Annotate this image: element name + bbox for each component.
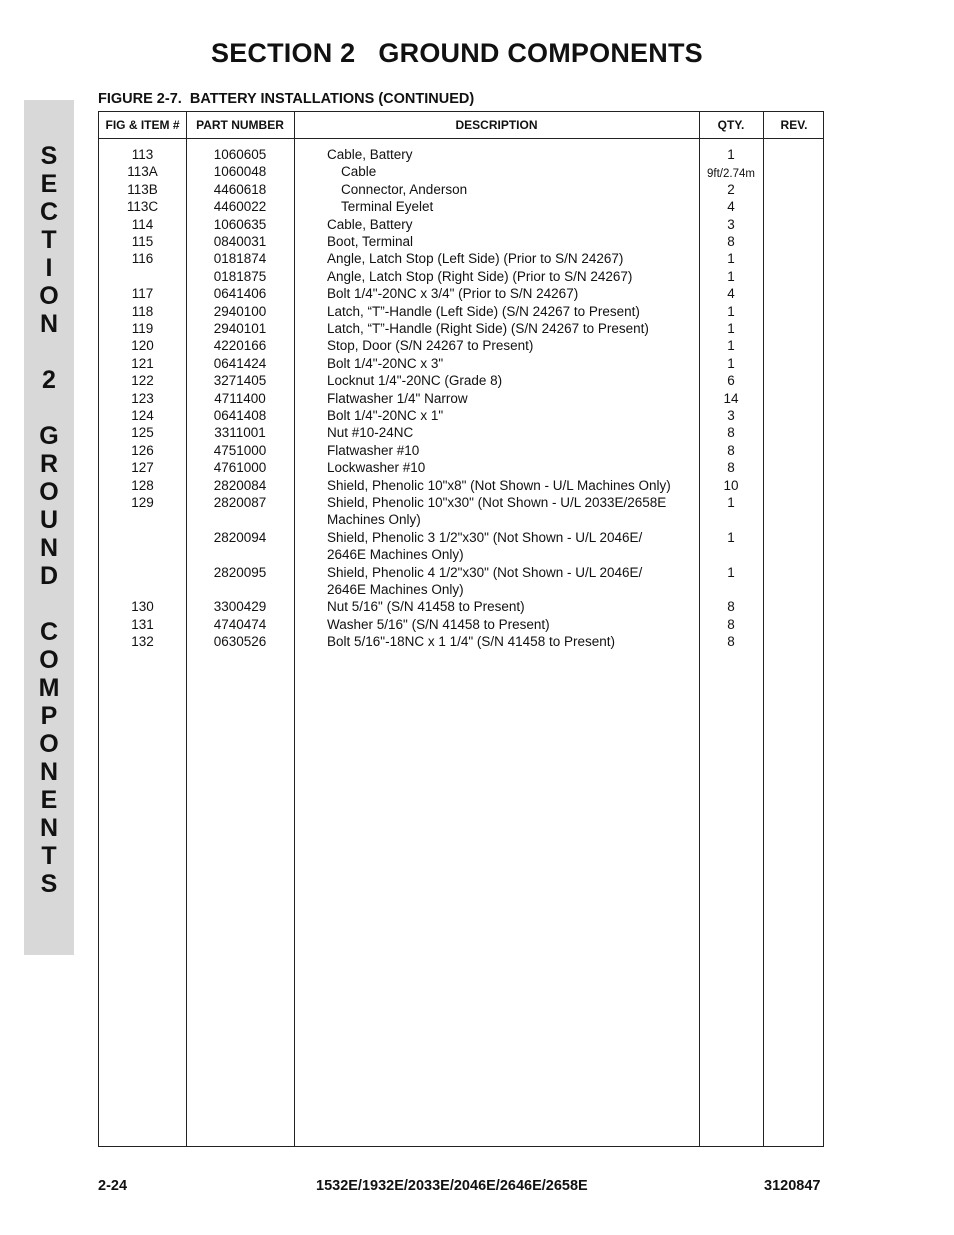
- quantity: 8: [727, 460, 735, 476]
- description: Connector, Anderson: [341, 181, 468, 197]
- description: Shield, Phenolic 10"x8" (Not Shown - U/L Machines Only): [327, 477, 671, 493]
- description: Cable: [341, 164, 377, 180]
- description: Latch, “T”-Handle (Left Side) (S/N 24267 to Present): [327, 303, 640, 319]
- part-number: 4740474: [213, 616, 267, 632]
- description: Bolt 1/4"-20NC x 3/4" (Prior to S/N 24267): [327, 286, 579, 302]
- header-part-number: PART NUMBER: [196, 118, 284, 132]
- side-tab-letter: N: [39, 534, 59, 562]
- table-row: [99, 320, 823, 337]
- header-qty: QTY.: [717, 118, 745, 132]
- quantity: 1: [727, 564, 735, 580]
- table-row: [99, 390, 823, 407]
- item-number: 117: [131, 286, 154, 302]
- description: Shield, Phenolic 4 1/2"x30" (Not Shown - U/L 2046E/: [327, 564, 643, 580]
- quantity: 1: [727, 321, 735, 336]
- side-tab-letter: C: [39, 198, 59, 226]
- description: Angle, Latch Stop (Right Side) (Prior to S/N 24267): [327, 268, 633, 284]
- side-tab-letter: O: [39, 478, 59, 506]
- item-number: 128: [131, 477, 154, 493]
- quantity: 10: [723, 477, 739, 493]
- item-number: 116: [131, 251, 154, 267]
- item-number: 124: [131, 408, 154, 423]
- quantity: 1: [727, 338, 735, 354]
- quantity: 8: [727, 599, 735, 615]
- quantity: 3: [727, 408, 735, 423]
- quantity: 1: [727, 303, 735, 319]
- item-number: 131: [131, 616, 154, 632]
- item-number: 113B: [127, 181, 158, 197]
- quantity: 8: [727, 234, 735, 249]
- part-number: 0641408: [213, 408, 267, 423]
- quantity: 14: [723, 390, 739, 406]
- quantity: 8: [727, 442, 735, 458]
- part-number: 0641406: [213, 286, 267, 302]
- side-tab-letter: U: [39, 506, 59, 534]
- side-tab-letter: G: [39, 422, 59, 450]
- table-row: [99, 181, 823, 198]
- description: Nut #10-24NC: [327, 425, 414, 441]
- quantity: 3: [727, 216, 735, 232]
- side-tab-letter: P: [40, 702, 58, 730]
- side-tab-letter: O: [39, 730, 59, 758]
- description: Flatwasher 1/4" Narrow: [327, 390, 468, 406]
- table-row: [99, 616, 823, 633]
- part-number: 4751000: [213, 442, 267, 458]
- document-number: 3120847: [764, 1178, 821, 1194]
- item-number: 123: [131, 390, 154, 406]
- table-row: [99, 633, 823, 650]
- item-number: 119: [131, 321, 154, 336]
- side-tab-letter: I: [45, 254, 53, 282]
- part-number: 1060605: [213, 147, 267, 162]
- description: Boot, Terminal: [327, 234, 414, 249]
- description: Locknut 1/4"-20NC (Grade 8): [327, 373, 503, 389]
- table-row: [99, 198, 823, 215]
- description: 2646E Machines Only): [327, 581, 464, 597]
- quantity: 9ft/2.74m: [707, 168, 755, 181]
- table-row: [99, 598, 823, 615]
- quantity: 1: [727, 251, 735, 267]
- table-row: [99, 459, 823, 476]
- part-number: 0641424: [213, 355, 267, 371]
- item-number: 126: [131, 442, 154, 458]
- description: Latch, “T”-Handle (Right Side) (S/N 24267 to Present): [327, 321, 649, 336]
- part-number: 4460022: [213, 199, 267, 215]
- part-number: 1060048: [213, 164, 267, 180]
- description: Terminal Eyelet: [341, 199, 434, 215]
- description: Machines Only): [327, 512, 421, 528]
- side-tab-letter: E: [40, 786, 58, 814]
- side-tab-letter: C: [39, 618, 59, 646]
- table-row: [99, 216, 823, 233]
- figure-caption: FIGURE 2-7. BATTERY INSTALLATIONS (CONTINUED): [98, 91, 475, 107]
- item-number: 129: [131, 495, 154, 510]
- table-row: [99, 372, 823, 389]
- side-tab-letter: O: [39, 282, 59, 310]
- quantity: 4: [727, 286, 735, 302]
- description: 2646E Machines Only): [327, 547, 464, 563]
- quantity: 2: [727, 181, 735, 197]
- part-number: 4761000: [213, 460, 267, 476]
- description: Nut 5/16" (S/N 41458 to Present): [327, 599, 525, 615]
- page-number: 2-24: [98, 1178, 128, 1194]
- parts-table: [98, 111, 824, 1147]
- part-number: 3271405: [213, 373, 267, 389]
- part-number: 4460618: [213, 181, 267, 197]
- part-number: 2820095: [213, 564, 267, 580]
- side-tab-letter: D: [39, 562, 59, 590]
- part-number: 2940101: [213, 321, 267, 336]
- header-divider: [99, 138, 823, 139]
- part-number: 3300429: [213, 599, 267, 615]
- description: Cable, Battery: [327, 216, 413, 232]
- item-number: 113C: [126, 199, 159, 215]
- side-tab-letter: R: [39, 450, 59, 478]
- quantity: 1: [727, 529, 735, 545]
- item-number: 118: [131, 303, 154, 319]
- table-row: [99, 564, 823, 599]
- side-tab-letter: S: [40, 870, 58, 898]
- table-row: [99, 337, 823, 354]
- table-row: [99, 250, 823, 267]
- part-number: 4711400: [214, 390, 266, 406]
- side-tab-letter: E: [40, 170, 58, 198]
- quantity: 1: [727, 495, 735, 510]
- model-numbers: 1532E/1932E/2033E/2046E/2646E/2658E: [316, 1178, 588, 1194]
- table-row: [99, 424, 823, 441]
- part-number: 0630526: [213, 634, 267, 650]
- description: Bolt 5/16"-18NC x 1 1/4" (S/N 41458 to Present): [327, 634, 615, 650]
- quantity: 8: [727, 634, 735, 650]
- table-row: [99, 303, 823, 320]
- quantity: 4: [727, 199, 735, 215]
- description: Stop, Door (S/N 24267 to Present): [327, 338, 534, 354]
- table-row: [99, 442, 823, 459]
- item-number: 122: [131, 373, 154, 389]
- side-tab-letter: N: [39, 758, 59, 786]
- table-row: [99, 285, 823, 302]
- table-row: [99, 494, 823, 529]
- table-row: [99, 477, 823, 494]
- part-number: 0181875: [213, 268, 267, 284]
- quantity: 1: [727, 147, 735, 162]
- part-number: 2820087: [213, 495, 267, 510]
- side-tab-letter: N: [39, 310, 59, 338]
- part-number: 0840031: [213, 234, 267, 249]
- item-number: 125: [131, 425, 154, 441]
- item-number: 130: [131, 599, 154, 615]
- part-number: 2820094: [213, 529, 267, 545]
- description: Angle, Latch Stop (Left Side) (Prior to S/N 24267): [327, 251, 624, 267]
- description: Bolt 1/4"-20NC x 1": [327, 408, 444, 423]
- section-title: SECTION 2 GROUND COMPONENTS: [211, 38, 703, 68]
- quantity: 1: [727, 268, 735, 284]
- description: Lockwasher #10: [327, 460, 426, 476]
- header-rev: REV.: [780, 118, 808, 132]
- quantity: 6: [727, 373, 735, 389]
- side-tab-letters: [24, 142, 74, 898]
- item-number: 121: [131, 355, 154, 371]
- section-side-tab: [24, 100, 74, 955]
- item-number: 115: [131, 234, 154, 249]
- side-tab-letter: N: [39, 814, 59, 842]
- side-tab-letter: S: [40, 142, 58, 170]
- description: Shield, Phenolic 3 1/2"x30" (Not Shown - U/L 2046E/: [327, 529, 643, 545]
- description: Cable, Battery: [327, 147, 413, 162]
- description: Washer 5/16" (S/N 41458 to Present): [327, 616, 550, 632]
- part-number: 2940100: [213, 303, 267, 319]
- item-number: 113: [131, 147, 154, 162]
- header-description: DESCRIPTION: [455, 118, 538, 132]
- item-number: 114: [131, 216, 154, 232]
- side-tab-letter: M: [38, 674, 60, 702]
- description: Bolt 1/4"-20NC x 3": [327, 355, 444, 371]
- part-number: 3311001: [214, 425, 266, 441]
- item-number: 127: [131, 460, 154, 476]
- side-tab-letter: 2: [42, 366, 56, 394]
- table-row: [99, 233, 823, 250]
- table-row: [99, 529, 823, 564]
- part-number: 4220166: [213, 338, 267, 354]
- part-number: 2820084: [213, 477, 267, 493]
- description: Shield, Phenolic 10"x30" (Not Shown - U/L 2033E/2658E: [327, 495, 667, 510]
- table-row: [99, 163, 823, 180]
- part-number: 0181874: [213, 251, 267, 267]
- side-tab-letter: O: [39, 646, 59, 674]
- table-row: [99, 355, 823, 372]
- quantity: 1: [727, 355, 735, 371]
- table-row: [99, 268, 823, 285]
- side-tab-letter: T: [41, 842, 57, 870]
- quantity: 8: [727, 616, 735, 632]
- table-row: [99, 146, 823, 163]
- item-number: 132: [131, 634, 154, 650]
- table-row: [99, 407, 823, 424]
- part-number: 1060635: [213, 216, 267, 232]
- item-number: 113A: [127, 164, 158, 180]
- item-number: 120: [131, 338, 154, 354]
- description: Flatwasher #10: [327, 442, 420, 458]
- quantity: 8: [727, 425, 735, 441]
- side-tab-letter: T: [41, 226, 57, 254]
- header-fig-item: FIG & ITEM #: [105, 118, 180, 132]
